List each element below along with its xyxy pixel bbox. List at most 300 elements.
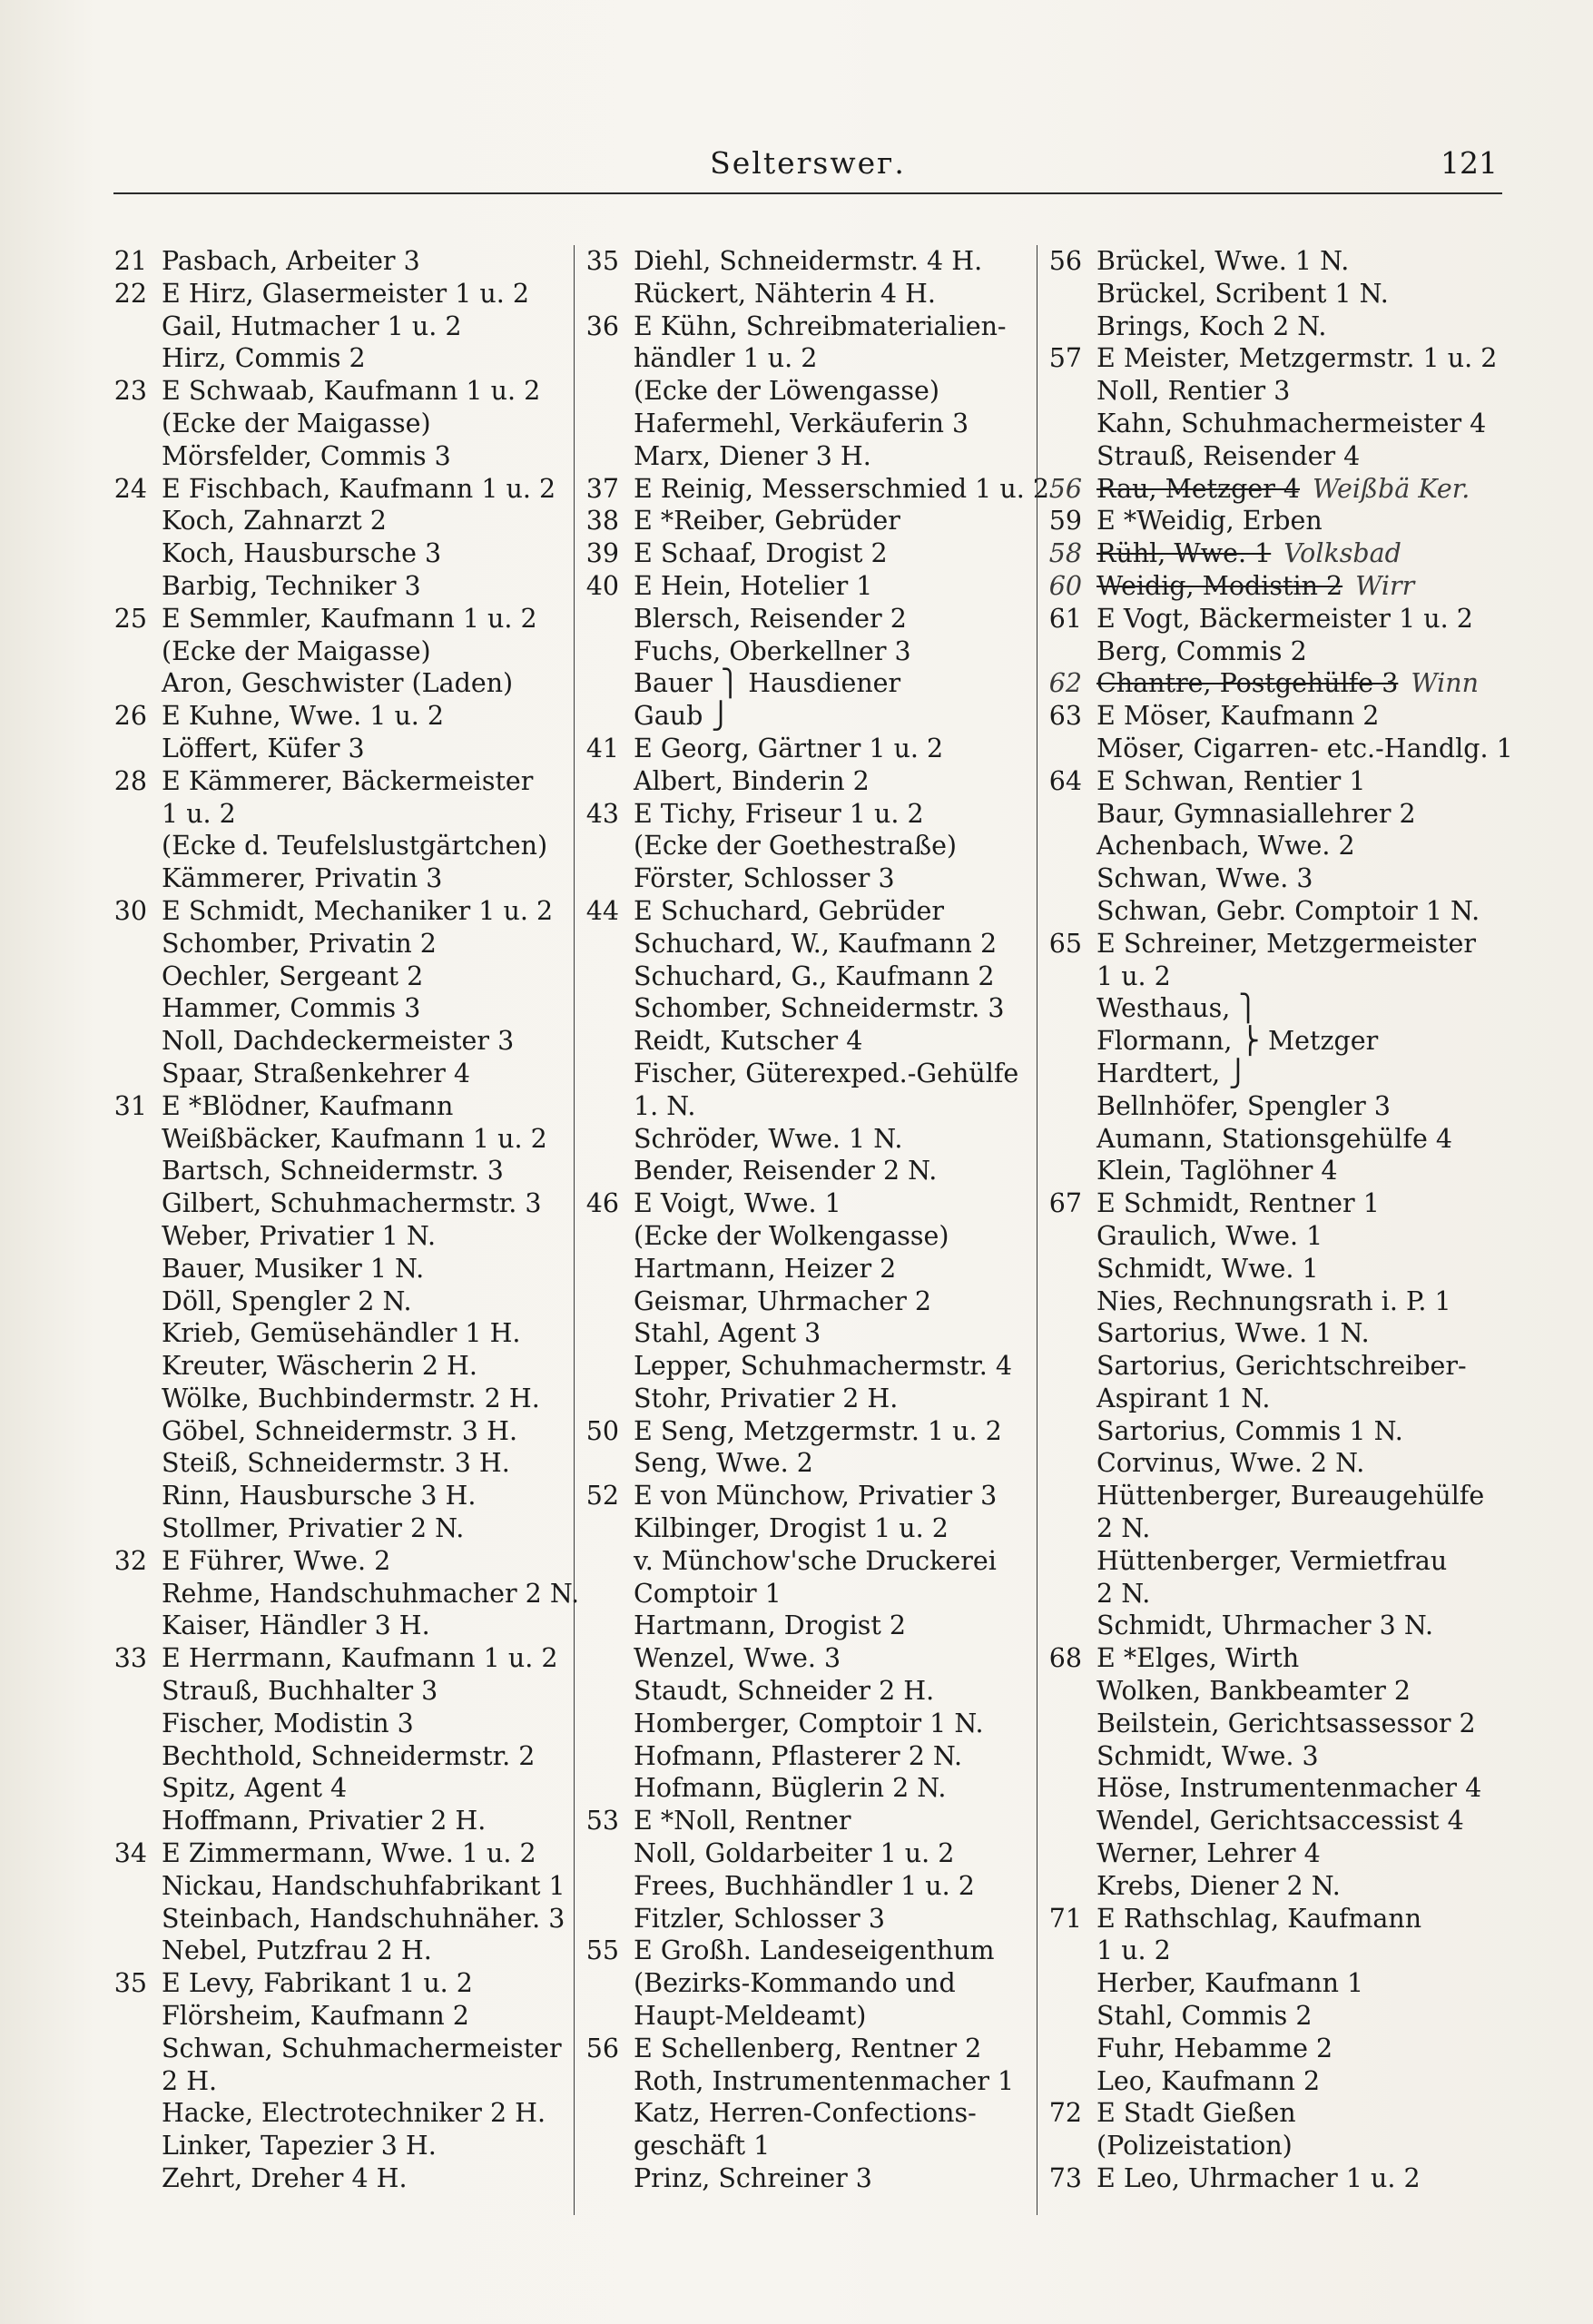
directory-entry xyxy=(109,635,567,668)
directory-entry xyxy=(109,1578,580,1610)
resident-entry: Linker, Tapezier 3 H. xyxy=(162,2131,437,2162)
house-number: 46 xyxy=(585,1188,619,1219)
resident-entry: Stollmer, Privatier 2 N. xyxy=(162,1513,465,1544)
resident-entry: Lepper, Schuhmachermstr. 4 xyxy=(634,1351,1012,1382)
directory-entry xyxy=(109,1155,567,1187)
resident-entry: Hartmann, Heizer 2 xyxy=(634,1253,897,1284)
directory-entry xyxy=(581,1610,1035,1642)
directory-entry xyxy=(581,505,1035,537)
directory-entry xyxy=(109,765,567,798)
directory-entry xyxy=(1044,1317,1502,1350)
directory-entry xyxy=(1044,1090,1502,1123)
directory-entry xyxy=(1044,1675,1502,1708)
handwritten-note: Volksbad xyxy=(1283,538,1401,569)
resident-entry: Wolken, Bankbeamter 2 xyxy=(1096,1676,1411,1707)
resident-entry: Kämmerer, Privatin 3 xyxy=(162,863,443,894)
resident-entry: Koch, Zahnarzt 2 xyxy=(162,506,387,537)
resident-entry: Fischer, Güterexped.-Gehülfe xyxy=(634,1058,1019,1088)
resident-entry: Flormann, ⎬ Metzger xyxy=(1096,1026,1379,1057)
resident-entry: Brückel, Scribent 1 N. xyxy=(1096,278,1389,309)
resident-entry: Schmidt, Wwe. 1 xyxy=(1096,1253,1319,1284)
directory-entry xyxy=(1044,1383,1502,1415)
directory-entry xyxy=(109,1545,567,1578)
directory-entry xyxy=(581,310,1035,343)
resident-entry: Schomber, Schneidermstr. 3 xyxy=(634,993,1005,1024)
directory-entry xyxy=(1044,342,1502,375)
house-number: 68 xyxy=(1048,1643,1082,1674)
house-number: 57 xyxy=(1048,343,1082,374)
directory-entry xyxy=(109,1610,567,1642)
resident-entry: (Ecke d. Teufelslustgärtchen) xyxy=(162,831,548,862)
directory-entry xyxy=(109,992,567,1025)
directory-entry xyxy=(1044,1935,1502,1967)
directory-entry xyxy=(581,570,1035,603)
directory-entry xyxy=(109,1317,567,1350)
resident-entry: Schmidt, Uhrmacher 3 N. xyxy=(1096,1610,1434,1641)
resident-entry: Aron, Geschwister (Laden) xyxy=(162,668,514,699)
directory-entry xyxy=(1044,960,1502,993)
directory-entry xyxy=(581,733,1035,765)
house-number: 65 xyxy=(1048,928,1082,959)
house-number: 30 xyxy=(113,895,147,926)
directory-entry xyxy=(109,2000,567,2033)
handwritten-note: Wirr xyxy=(1355,570,1415,601)
directory-entry xyxy=(1044,667,1502,700)
directory-entry xyxy=(581,635,1035,668)
resident-entry: Stohr, Privatier 2 H. xyxy=(634,1383,899,1413)
directory-entry xyxy=(581,765,1035,798)
directory-entry xyxy=(109,603,567,635)
directory-entry xyxy=(581,2065,1035,2098)
resident-entry: Westhaus, ⎫ xyxy=(1096,993,1258,1024)
directory-entry xyxy=(581,667,1035,700)
directory-entry xyxy=(109,342,567,375)
directory-entry xyxy=(1044,700,1502,733)
house-number: 41 xyxy=(585,733,619,763)
directory-entry xyxy=(581,245,1035,278)
house-number: 35 xyxy=(585,246,619,276)
directory-entry xyxy=(1044,1350,1502,1383)
resident-entry: Seng, Wwe. 2 xyxy=(634,1448,813,1479)
directory-entry xyxy=(109,862,567,895)
resident-entry: Stahl, Agent 3 xyxy=(634,1318,821,1349)
resident-entry: Diehl, Schneidermstr. 4 H. xyxy=(634,246,983,276)
resident-entry: Spitz, Agent 4 xyxy=(162,1773,348,1804)
directory-entry xyxy=(109,2033,567,2065)
house-number: 24 xyxy=(113,473,147,504)
handwritten-note: Weißbä Ker. xyxy=(1313,473,1470,504)
resident-entry: Gaub ⎭ xyxy=(634,701,731,732)
directory-entry xyxy=(109,505,567,537)
directory-entry xyxy=(581,1870,1035,1903)
directory-entry xyxy=(581,1740,1035,1773)
resident-entry: Steiß, Schneidermstr. 3 H. xyxy=(162,1448,510,1479)
resident-entry: E Schuchard, Gebrüder xyxy=(634,895,944,926)
resident-entry: E Hirz, Glasermeister 1 u. 2 xyxy=(162,278,530,309)
house-number: 55 xyxy=(585,1935,619,1966)
resident-entry: Reidt, Kutscher 4 xyxy=(634,1026,863,1057)
directory-entry xyxy=(1044,1610,1502,1642)
directory-entry xyxy=(109,1870,567,1903)
resident-entry: E Seng, Metzgermstr. 1 u. 2 xyxy=(634,1415,1002,1446)
directory-entry xyxy=(109,667,567,700)
resident-entry: E Schwan, Rentier 1 xyxy=(1096,765,1366,796)
resident-entry: Bauer, Musiker 1 N. xyxy=(162,1253,425,1284)
directory-entry xyxy=(1044,1025,1502,1058)
house-number: 44 xyxy=(585,895,619,926)
directory-entry xyxy=(1044,1805,1502,1837)
house-number: 31 xyxy=(113,1090,147,1121)
resident-entry: Schwan, Wwe. 3 xyxy=(1096,863,1313,894)
resident-entry: Noll, Goldarbeiter 1 u. 2 xyxy=(634,1838,955,1869)
directory-entry xyxy=(581,603,1035,635)
directory-entry xyxy=(1044,473,1502,506)
resident-entry: geschäft 1 xyxy=(634,2131,771,2162)
resident-entry: Beilstein, Gerichtsassessor 2 xyxy=(1096,1708,1476,1738)
resident-entry: Sartorius, Wwe. 1 N. xyxy=(1096,1318,1370,1349)
directory-entry xyxy=(581,1155,1035,1187)
directory-entry xyxy=(581,375,1035,408)
resident-entry: E Fischbach, Kaufmann 1 u. 2 xyxy=(162,473,556,504)
directory-entry xyxy=(1044,1480,1502,1512)
resident-entry: Geismar, Uhrmacher 2 xyxy=(634,1285,932,1316)
resident-entry: Nickau, Handschuhfabrikant 1 xyxy=(162,1870,565,1901)
directory-entry xyxy=(1044,1545,1502,1578)
resident-entry: Homberger, Comptoir 1 N. xyxy=(634,1708,984,1738)
resident-entry: E Tichy, Friseur 1 u. 2 xyxy=(634,798,924,829)
directory-entry xyxy=(581,960,1035,993)
directory-entry xyxy=(109,570,567,603)
directory-entry xyxy=(1044,895,1502,928)
handwritten-house-number: 58 xyxy=(1048,538,1082,569)
directory-entry xyxy=(581,895,1035,928)
directory-entry xyxy=(581,473,1049,506)
resident-entry: Fitzler, Schlosser 3 xyxy=(634,1903,885,1934)
resident-entry: Aumann, Stationsgehülfe 4 xyxy=(1096,1123,1453,1154)
directory-entry xyxy=(581,1253,1035,1285)
resident-entry: E *Weidig, Erben xyxy=(1096,506,1323,537)
house-number: 56 xyxy=(585,2033,619,2063)
directory-entry xyxy=(581,1058,1035,1090)
house-number: 61 xyxy=(1048,603,1082,634)
resident-entry: Barbig, Techniker 3 xyxy=(162,570,421,601)
directory-entry xyxy=(1044,1123,1502,1156)
house-number: 56 xyxy=(1048,246,1082,276)
directory-entry xyxy=(581,1675,1035,1708)
resident-entry: Löffert, Küfer 3 xyxy=(162,733,365,763)
directory-entry xyxy=(109,278,567,310)
directory-entry xyxy=(1044,1578,1502,1610)
resident-entry: Kilbinger, Drogist 1 u. 2 xyxy=(634,1513,949,1544)
resident-entry: Fuchs, Oberkellner 3 xyxy=(634,635,911,666)
directory-entry xyxy=(109,1837,567,1870)
directory-entry xyxy=(581,2033,1035,2065)
directory-entry xyxy=(581,1025,1035,1058)
resident-entry: 1. N. xyxy=(634,1090,696,1121)
directory-entry xyxy=(581,1967,1035,2000)
resident-entry: E Vogt, Bäckermeister 1 u. 2 xyxy=(1096,603,1473,634)
directory-entry xyxy=(109,1025,567,1058)
resident-entry: Berg, Commis 2 xyxy=(1096,635,1307,666)
directory-entry xyxy=(581,2000,1035,2033)
resident-entry: (Ecke der Maigasse) xyxy=(162,408,431,438)
resident-entry: Brings, Koch 2 N. xyxy=(1096,310,1327,341)
resident-entry: Koch, Hausbursche 3 xyxy=(162,538,442,569)
directory-entry xyxy=(1044,733,1513,765)
resident-entry: E Führer, Wwe. 2 xyxy=(162,1545,391,1576)
house-number: 43 xyxy=(585,798,619,829)
resident-entry: Rau, Metzger 4 xyxy=(1096,473,1301,504)
resident-entry: Schomber, Privatin 2 xyxy=(162,928,437,959)
page-header xyxy=(118,145,1498,191)
directory-entry xyxy=(109,375,567,408)
directory-entry xyxy=(1044,310,1502,343)
directory-entry xyxy=(1044,1447,1502,1480)
resident-entry: Brückel, Wwe. 1 N. xyxy=(1096,246,1350,276)
directory-entry xyxy=(109,1123,567,1156)
resident-entry: Leo, Kaufmann 2 xyxy=(1096,2065,1321,2096)
street-title: Selterswег. xyxy=(710,145,906,181)
directory-entry xyxy=(581,992,1035,1025)
directory-entry xyxy=(109,1480,567,1512)
directory-entry xyxy=(109,440,567,473)
resident-entry: (Ecke der Löwengasse) xyxy=(634,376,940,407)
resident-entry: E Zimmermann, Wwe. 1 u. 2 xyxy=(162,1838,536,1869)
resident-entry: Hacke, Electrotechniker 2 H. xyxy=(162,2098,546,2129)
resident-entry: Klein, Taglöhner 4 xyxy=(1096,1156,1338,1187)
resident-entry: Gilbert, Schuhmachermstr. 3 xyxy=(162,1188,542,1219)
resident-entry: Förster, Schlosser 3 xyxy=(634,863,895,894)
house-number: 63 xyxy=(1048,701,1082,732)
directory-entry xyxy=(1044,1708,1502,1740)
resident-entry: Hirz, Commis 2 xyxy=(162,343,366,374)
resident-entry: Frees, Buchhändler 1 u. 2 xyxy=(634,1870,975,1901)
resident-entry: E Stadt Gießen xyxy=(1096,2098,1296,2129)
directory-entry xyxy=(1044,1058,1502,1090)
house-number: 23 xyxy=(113,376,147,407)
resident-entry: Sartorius, Commis 1 N. xyxy=(1096,1415,1403,1446)
resident-entry: Schwan, Schuhmachermeister xyxy=(162,2033,562,2063)
directory-entry xyxy=(581,1415,1035,1448)
directory-entry xyxy=(581,2130,1035,2162)
resident-entry: E Voigt, Wwe. 1 xyxy=(634,1188,841,1219)
resident-entry: Hammer, Commis 3 xyxy=(162,993,421,1024)
resident-entry: Hüttenberger, Vermietfrau xyxy=(1096,1545,1448,1576)
resident-entry: Hofmann, Pflasterer 2 N. xyxy=(634,1740,963,1771)
directory-entry xyxy=(109,895,567,928)
resident-entry: Stahl, Commis 2 xyxy=(1096,2001,1313,2032)
directory-entry xyxy=(109,928,567,960)
resident-entry: Rückert, Nähterin 4 H. xyxy=(634,278,936,309)
column-3 xyxy=(1044,245,1513,2242)
directory-entry xyxy=(1044,1642,1502,1675)
resident-entry: Katz, Herren-Confections- xyxy=(634,2098,977,2129)
directory-entry xyxy=(1044,2097,1502,2130)
house-number: 22 xyxy=(113,278,147,309)
directory-entry xyxy=(1044,992,1502,1025)
directory-entry xyxy=(109,798,567,831)
resident-entry: Achenbach, Wwe. 2 xyxy=(1096,831,1355,862)
directory-entry xyxy=(581,1935,1035,1967)
resident-entry: E Schreiner, Metzgermeister xyxy=(1096,928,1476,959)
resident-entry: v. Münchow'sche Druckerei xyxy=(634,1545,997,1576)
directory-entry xyxy=(109,1512,567,1545)
directory-entry xyxy=(1044,245,1502,278)
handwritten-note: Winn xyxy=(1411,668,1479,699)
resident-entry: E Georg, Gärtner 1 u. 2 xyxy=(634,733,944,763)
directory-entry xyxy=(581,1285,1035,1318)
directory-entry xyxy=(109,2130,567,2162)
house-number: 40 xyxy=(585,570,619,601)
directory-entry xyxy=(109,1058,567,1090)
directory-entry xyxy=(109,1383,567,1415)
resident-entry: Bender, Reisender 2 N. xyxy=(634,1156,938,1187)
resident-entry: Herber, Kaufmann 1 xyxy=(1096,1968,1364,1999)
resident-entry: Bellnhöfer, Spengler 3 xyxy=(1096,1090,1391,1121)
resident-entry: E *Noll, Rentner xyxy=(634,1806,851,1837)
resident-entry: E Levy, Fabrikant 1 u. 2 xyxy=(162,1968,473,1999)
resident-entry: Flörsheim, Kaufmann 2 xyxy=(162,2001,469,2032)
resident-entry: Bechthold, Schneidermstr. 2 xyxy=(162,1740,536,1771)
resident-entry: Rühl, Wwe. 1 xyxy=(1096,538,1272,569)
resident-entry: E Kuhne, Wwe. 1 u. 2 xyxy=(162,701,445,732)
directory-entry xyxy=(581,1545,1035,1578)
resident-entry: E Reinig, Messerschmied 1 u. 2 xyxy=(634,473,1049,504)
resident-entry: Staudt, Schneider 2 H. xyxy=(634,1676,935,1707)
resident-entry: E Kämmerer, Bäckermeister xyxy=(162,765,534,796)
resident-entry: Oechler, Sergeant 2 xyxy=(162,960,424,991)
resident-entry: Rinn, Hausbursche 3 H. xyxy=(162,1481,477,1512)
resident-entry: E *Blödner, Kaufmann xyxy=(162,1090,454,1121)
directory-entry xyxy=(109,1935,567,1967)
resident-entry: 1 u. 2 xyxy=(1096,1935,1171,1966)
house-number: 64 xyxy=(1048,765,1082,796)
resident-entry: Hafermehl, Verkäuferin 3 xyxy=(634,408,969,438)
resident-entry: E Schmidt, Mechaniker 1 u. 2 xyxy=(162,895,554,926)
resident-entry: Weißbäcker, Kaufmann 1 u. 2 xyxy=(162,1123,547,1154)
directory-entry xyxy=(581,1772,1035,1805)
house-number: 28 xyxy=(113,765,147,796)
directory-entry xyxy=(109,1187,567,1220)
resident-entry: E Schmidt, Rentner 1 xyxy=(1096,1188,1380,1219)
resident-entry: Wendel, Gerichtsaccessist 4 xyxy=(1096,1806,1464,1837)
resident-entry: E Schaaf, Drogist 2 xyxy=(634,538,888,569)
directory-entry xyxy=(109,960,567,993)
directory-entry xyxy=(1044,830,1502,862)
directory-entry xyxy=(109,2097,567,2130)
resident-entry: Fischer, Modistin 3 xyxy=(162,1708,414,1738)
directory-entry xyxy=(1044,278,1502,310)
resident-entry: Marx, Diener 3 H. xyxy=(634,440,871,471)
resident-entry: E Meister, Metzgermstr. 1 u. 2 xyxy=(1096,343,1498,374)
resident-entry: Mörsfelder, Commis 3 xyxy=(162,440,451,471)
directory-entry xyxy=(581,928,1035,960)
directory-entry xyxy=(109,408,567,440)
directory-entry xyxy=(1044,1155,1502,1187)
resident-entry: Zehrt, Dreher 4 H. xyxy=(162,2163,408,2194)
resident-entry: E *Reiber, Gebrüder xyxy=(634,506,900,537)
resident-entry: Kahn, Schuhmachermeister 4 xyxy=(1096,408,1487,438)
resident-entry: Krieb, Gemüsehändler 1 H. xyxy=(162,1318,521,1349)
resident-entry: Schwan, Gebr. Comptoir 1 N. xyxy=(1096,895,1480,926)
directory-entry xyxy=(581,1512,1035,1545)
handwritten-house-number: 62 xyxy=(1048,668,1082,699)
directory-entry xyxy=(109,1415,567,1448)
house-number: 39 xyxy=(585,538,619,569)
directory-entry xyxy=(581,408,1035,440)
directory-entry xyxy=(109,1350,567,1383)
resident-entry: Hartmann, Drogist 2 xyxy=(634,1610,907,1641)
directory-entry xyxy=(581,1642,1035,1675)
directory-entry xyxy=(109,700,567,733)
directory-entry xyxy=(581,1123,1035,1156)
directory-entry xyxy=(1044,1512,1502,1545)
house-number: 33 xyxy=(113,1643,147,1674)
resident-entry: (Ecke der Maigasse) xyxy=(162,635,431,666)
resident-entry: E Herrmann, Kaufmann 1 u. 2 xyxy=(162,1643,558,1674)
resident-entry: Aspirant 1 N. xyxy=(1096,1383,1271,1413)
directory-entry xyxy=(581,798,1035,831)
directory-entry xyxy=(109,1675,567,1708)
resident-entry: Schröder, Wwe. 1 N. xyxy=(634,1123,903,1154)
resident-entry: Weber, Privatier 1 N. xyxy=(162,1220,437,1251)
directory-entry xyxy=(109,1220,567,1253)
directory-entry xyxy=(581,830,1035,862)
directory-entry xyxy=(109,2162,567,2195)
directory-entry xyxy=(1044,1903,1502,1935)
directory-entry xyxy=(581,1903,1035,1935)
resident-entry: E Schwaab, Kaufmann 1 u. 2 xyxy=(162,376,541,407)
resident-entry: Krebs, Diener 2 N. xyxy=(1096,1870,1341,1901)
house-number: 21 xyxy=(113,246,147,276)
resident-entry: Göbel, Schneidermstr. 3 H. xyxy=(162,1415,518,1446)
resident-entry: (Bezirks-Kommando und xyxy=(634,1968,956,1999)
resident-entry: Haupt-Meldeamt) xyxy=(634,2001,867,2032)
directory-entry xyxy=(581,1578,1035,1610)
resident-entry: Comptoir 1 xyxy=(634,1578,782,1609)
directory-entry xyxy=(1044,1415,1502,1448)
house-number: 59 xyxy=(1048,506,1082,537)
resident-entry: Nies, Rechnungsrath i. P. 1 xyxy=(1096,1285,1451,1316)
resident-entry: 1 u. 2 xyxy=(1096,960,1171,991)
directory-entry xyxy=(1044,1285,1502,1318)
directory-entry xyxy=(581,2097,1035,2130)
directory-entry xyxy=(109,1967,567,2000)
house-number: 52 xyxy=(585,1481,619,1512)
house-number: 67 xyxy=(1048,1188,1082,1219)
resident-entry: 2 N. xyxy=(1096,1513,1151,1544)
directory-entry xyxy=(1044,928,1502,960)
directory-entry xyxy=(581,1480,1035,1512)
directory-entry xyxy=(109,1708,567,1740)
directory-entry xyxy=(581,2162,1035,2195)
directory-entry xyxy=(1044,408,1502,440)
resident-entry: Noll, Dachdeckermeister 3 xyxy=(162,1026,515,1057)
house-number: 50 xyxy=(585,1415,619,1446)
resident-entry: 2 H. xyxy=(162,2065,218,2096)
resident-entry: E Schellenberg, Rentner 2 xyxy=(634,2033,982,2063)
directory-entry xyxy=(581,1383,1035,1415)
resident-entry: (Ecke der Wolkengasse) xyxy=(634,1220,949,1251)
directory-entry xyxy=(581,1187,1035,1220)
resident-entry: Chantre, Postgehülfe 3 xyxy=(1096,668,1399,699)
house-number: 26 xyxy=(113,701,147,732)
directory-entry xyxy=(1044,505,1502,537)
resident-entry: Werner, Lehrer 4 xyxy=(1096,1838,1321,1869)
directory-entry xyxy=(581,1220,1035,1253)
directory-entry xyxy=(1044,635,1502,668)
page-number: 121 xyxy=(1441,145,1498,181)
